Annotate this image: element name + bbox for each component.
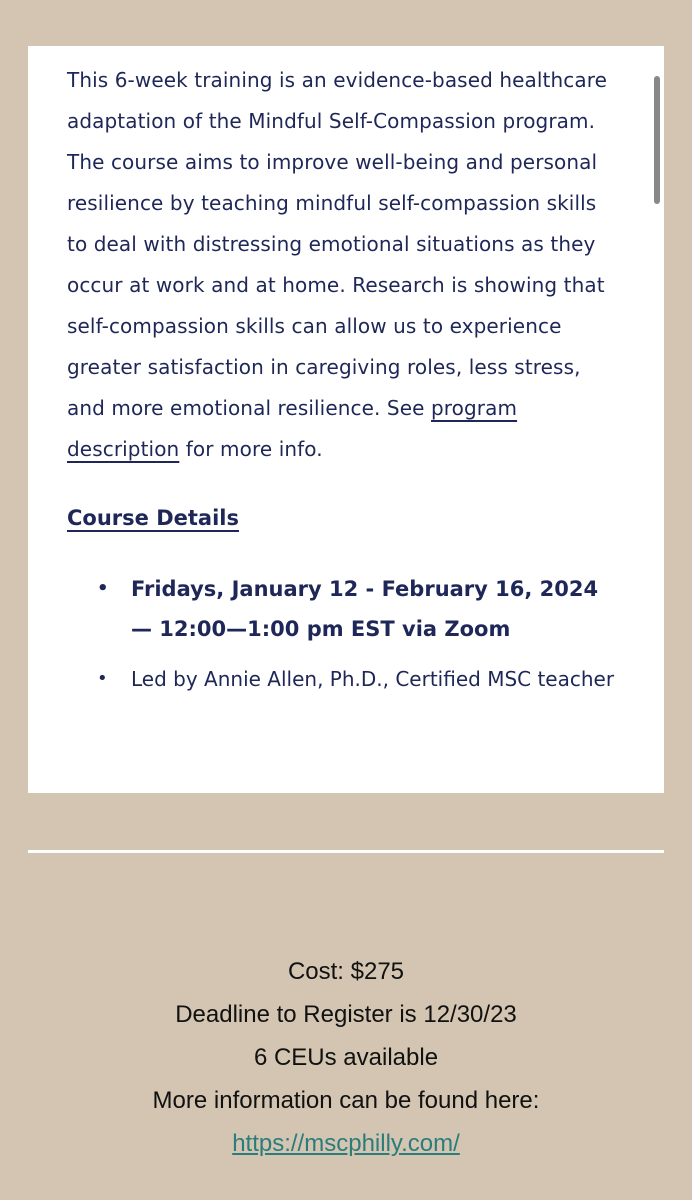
scrollbar[interactable] — [654, 76, 660, 226]
program-description-link[interactable]: program description — [67, 396, 518, 461]
course-content — [67, 60, 617, 709]
detail-schedule: • Fridays, January 12 - February 16, 2024 — 12:00—1:00 pm EST via Zoom — [131, 569, 617, 649]
scrollbar-thumb[interactable] — [654, 76, 660, 204]
ceus-text: 6 CEUs available — [253, 1044, 439, 1071]
more-info-text: More information can be found here: — [152, 1087, 540, 1114]
course-details-list — [67, 569, 617, 699]
section-divider — [28, 850, 664, 853]
detail-instructor: • Led by Annie Allen, Ph.D., Certified MSC teacher — [131, 659, 617, 699]
course-description — [67, 60, 617, 470]
course-info-card — [28, 46, 664, 793]
registration-info — [0, 950, 692, 1165]
description-text: This 6-week training is an evidence-based healthcare adaptation of the Mindful Self-Compassion program. The course aims to improve well-being and personal resilience by teaching mindful self-compassion skills to deal with distressing emotional situations as they occur at work and at home. Research is showing that self-compassion skills can allow us to experience greater satisfaction in caregiving roles, less stress, and more emotional resilience. See — [67, 68, 608, 420]
cost-text: Cost: $275 — [287, 958, 405, 985]
course-details-heading: Course Details — [67, 506, 239, 530]
deadline-text: Deadline to Register is 12/30/23 — [175, 1001, 517, 1028]
description-text-end: for more info. — [179, 437, 323, 461]
website-link[interactable]: https://mscphilly.com/ — [232, 1130, 460, 1157]
